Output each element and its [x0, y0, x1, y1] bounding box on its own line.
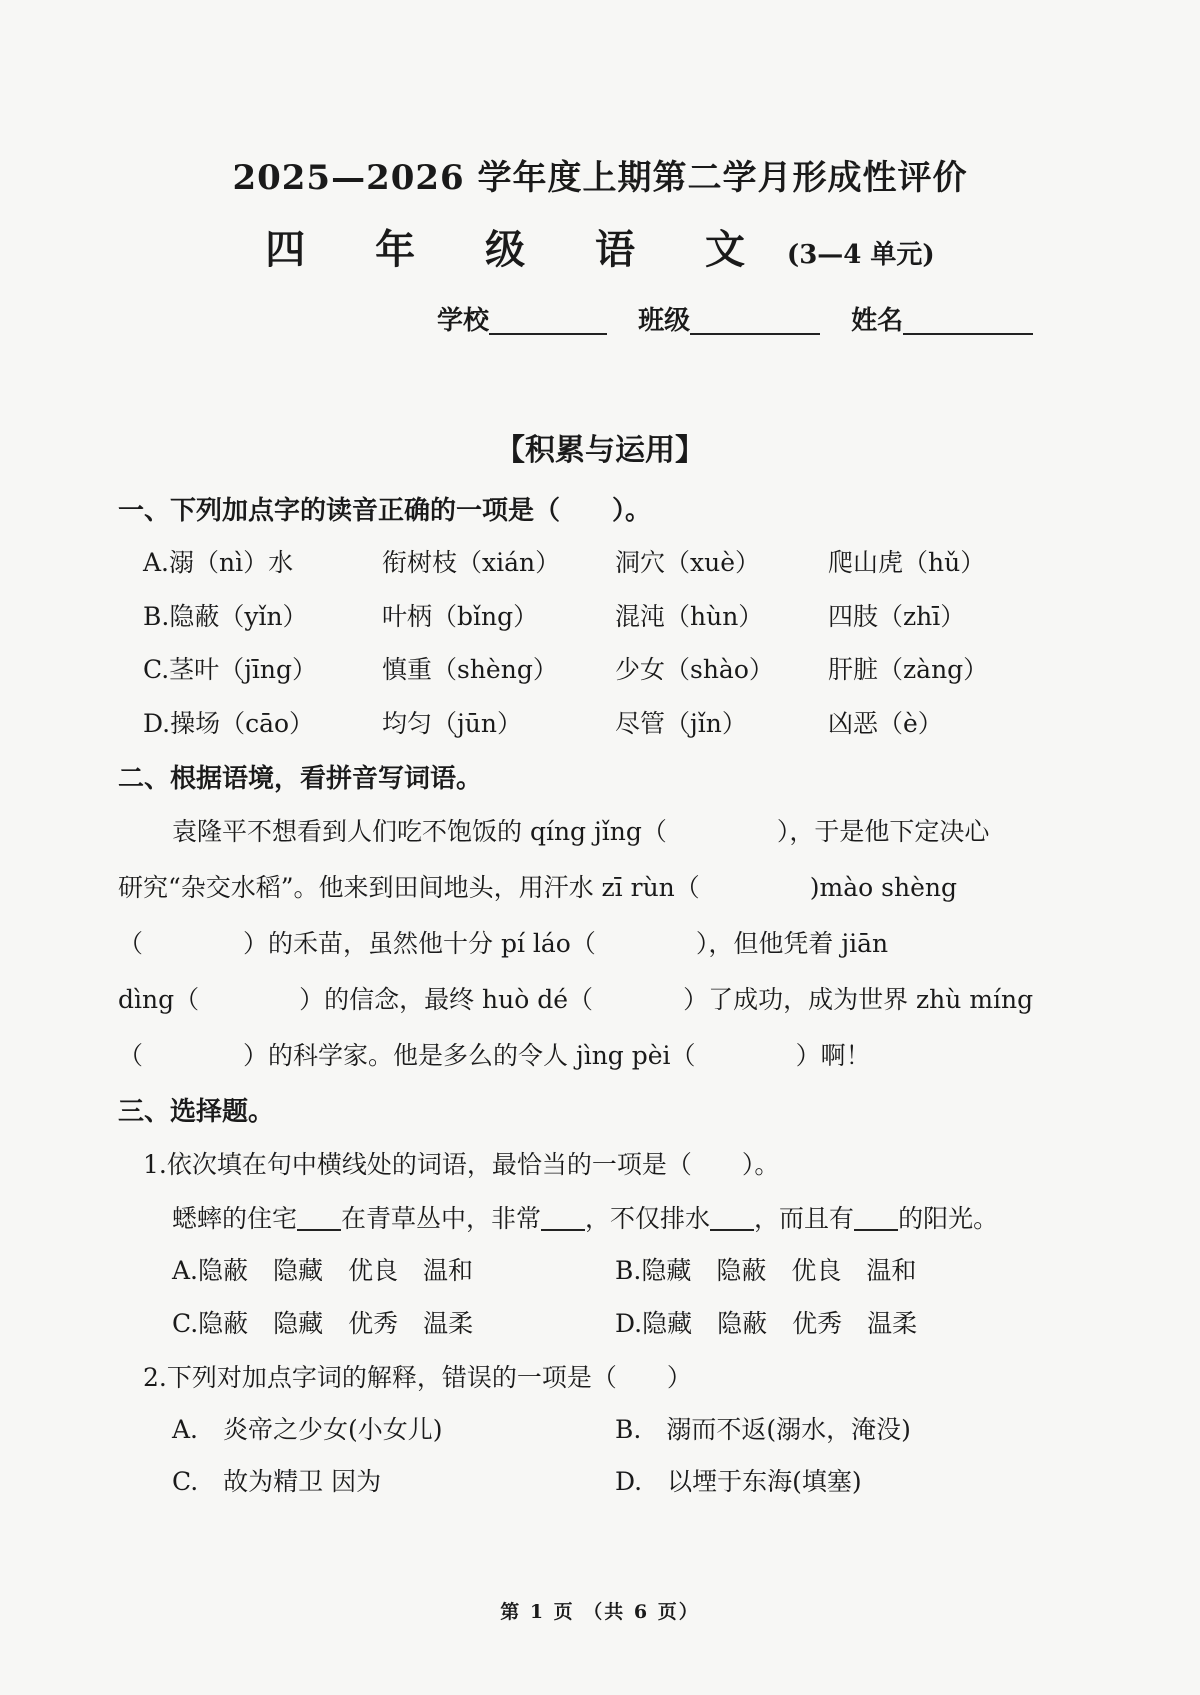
subject-name: 四 年 级 语 文 — [265, 226, 773, 273]
q1-option: 四肢（zhī） — [828, 602, 966, 631]
q3-1-option: B.隐藏 隐蔽 优良 温和 — [615, 1256, 917, 1285]
school-label: 学校 — [437, 306, 490, 336]
name-label: 姓名 — [851, 306, 904, 336]
q1-option: 肝脏（zàng） — [828, 655, 989, 684]
fill-line[interactable] — [297, 1205, 341, 1231]
q3-2-option: B. 溺而不返(溺水，淹没) — [615, 1415, 911, 1444]
q1-option: 凶恶（è） — [828, 709, 943, 738]
q3-2-option: C. 故为精卫 因为 — [172, 1467, 382, 1496]
q3-2-option: A. 炎帝之少女(小女儿) — [172, 1415, 443, 1444]
q2-line: （ ）的禾苗，虽然他十分 pí láo（ ），但他凭着 jiān — [118, 929, 889, 958]
q3-2-option: D. 以堙于东海(填塞) — [615, 1467, 862, 1496]
q1-option: 均匀（jūn） — [382, 709, 522, 738]
q1-stem: 一、下列加点字的读音正确的一项是（ ）。 — [118, 496, 652, 526]
section-title: 【积累与运用】 — [495, 433, 705, 468]
q1-option: A.溺（nì）水 — [143, 548, 294, 577]
fill-line[interactable] — [541, 1205, 585, 1231]
q2-stem: 二、根据语境，看拼音写词语。 — [118, 764, 483, 794]
unit-range: (3—4 单元) — [786, 240, 935, 270]
q2-line: 袁隆平不想看到人们吃不饱饭的 qíng jǐng（ ），于是他下定决心 — [172, 817, 990, 846]
class-blank[interactable] — [690, 307, 820, 335]
student-info-fields — [437, 300, 1055, 337]
q3-1-option: C.隐蔽 隐藏 优秀 温柔 — [172, 1309, 474, 1338]
q1-option: D.操场（cāo） — [143, 709, 315, 738]
q1-option: 慎重（shèng） — [382, 655, 558, 684]
name-blank[interactable] — [903, 307, 1033, 335]
school-blank[interactable] — [489, 307, 607, 335]
exam-title: 2025—2026 学年度上期第二学月形成性评价 — [232, 158, 968, 198]
fill-line[interactable] — [710, 1205, 754, 1231]
q3-1-option: A.隐蔽 隐藏 优良 温和 — [172, 1256, 474, 1285]
q1-option: 混沌（hùn） — [615, 602, 764, 631]
q3-2-stem: 2.下列对加点字词的解释，错误的一项是（ ） — [143, 1363, 692, 1392]
q2-line: 研究“杂交水稻”。他来到田间地头，用汗水 zī rùn（ )mào shèng — [118, 873, 957, 902]
q3-1-stem: 1.依次填在句中横线处的词语，最恰当的一项是（ ）。 — [143, 1150, 780, 1179]
q1-option: 叶柄（bǐng） — [382, 602, 539, 631]
subject-title — [0, 218, 1200, 275]
q3-1-option: D.隐藏 隐蔽 优秀 温柔 — [615, 1309, 918, 1338]
q2-line: （ ）的科学家。他是多么的令人 jìng pèi（ ）啊！ — [118, 1041, 871, 1070]
q1-option: C.茎叶（jīng） — [143, 655, 318, 684]
page-footer: 第 1 页 （共 6 页） — [500, 1601, 700, 1623]
q1-option: 洞穴（xuè） — [615, 548, 760, 577]
q1-option: 爬山虎（hǔ） — [828, 548, 986, 577]
q2-line: dìng（ ）的信念，最终 huò dé（ ）了成功，成为世界 zhù míng — [118, 985, 1034, 1014]
class-label: 班级 — [638, 306, 691, 336]
q3-1-sentence: 蟋蟀的住宅 在青草丛中，非常 ，不仅排水 ，而且有 的阳光。 — [172, 1204, 999, 1233]
fill-line[interactable] — [854, 1205, 898, 1231]
q1-option: B.隐蔽（yǐn） — [143, 602, 308, 631]
q1-option: 衔树枝（xián） — [382, 548, 561, 577]
q1-option: 少女（shào） — [615, 655, 774, 684]
q1-option: 尽管（jǐn） — [615, 709, 747, 738]
q3-stem: 三、选择题。 — [118, 1097, 275, 1127]
